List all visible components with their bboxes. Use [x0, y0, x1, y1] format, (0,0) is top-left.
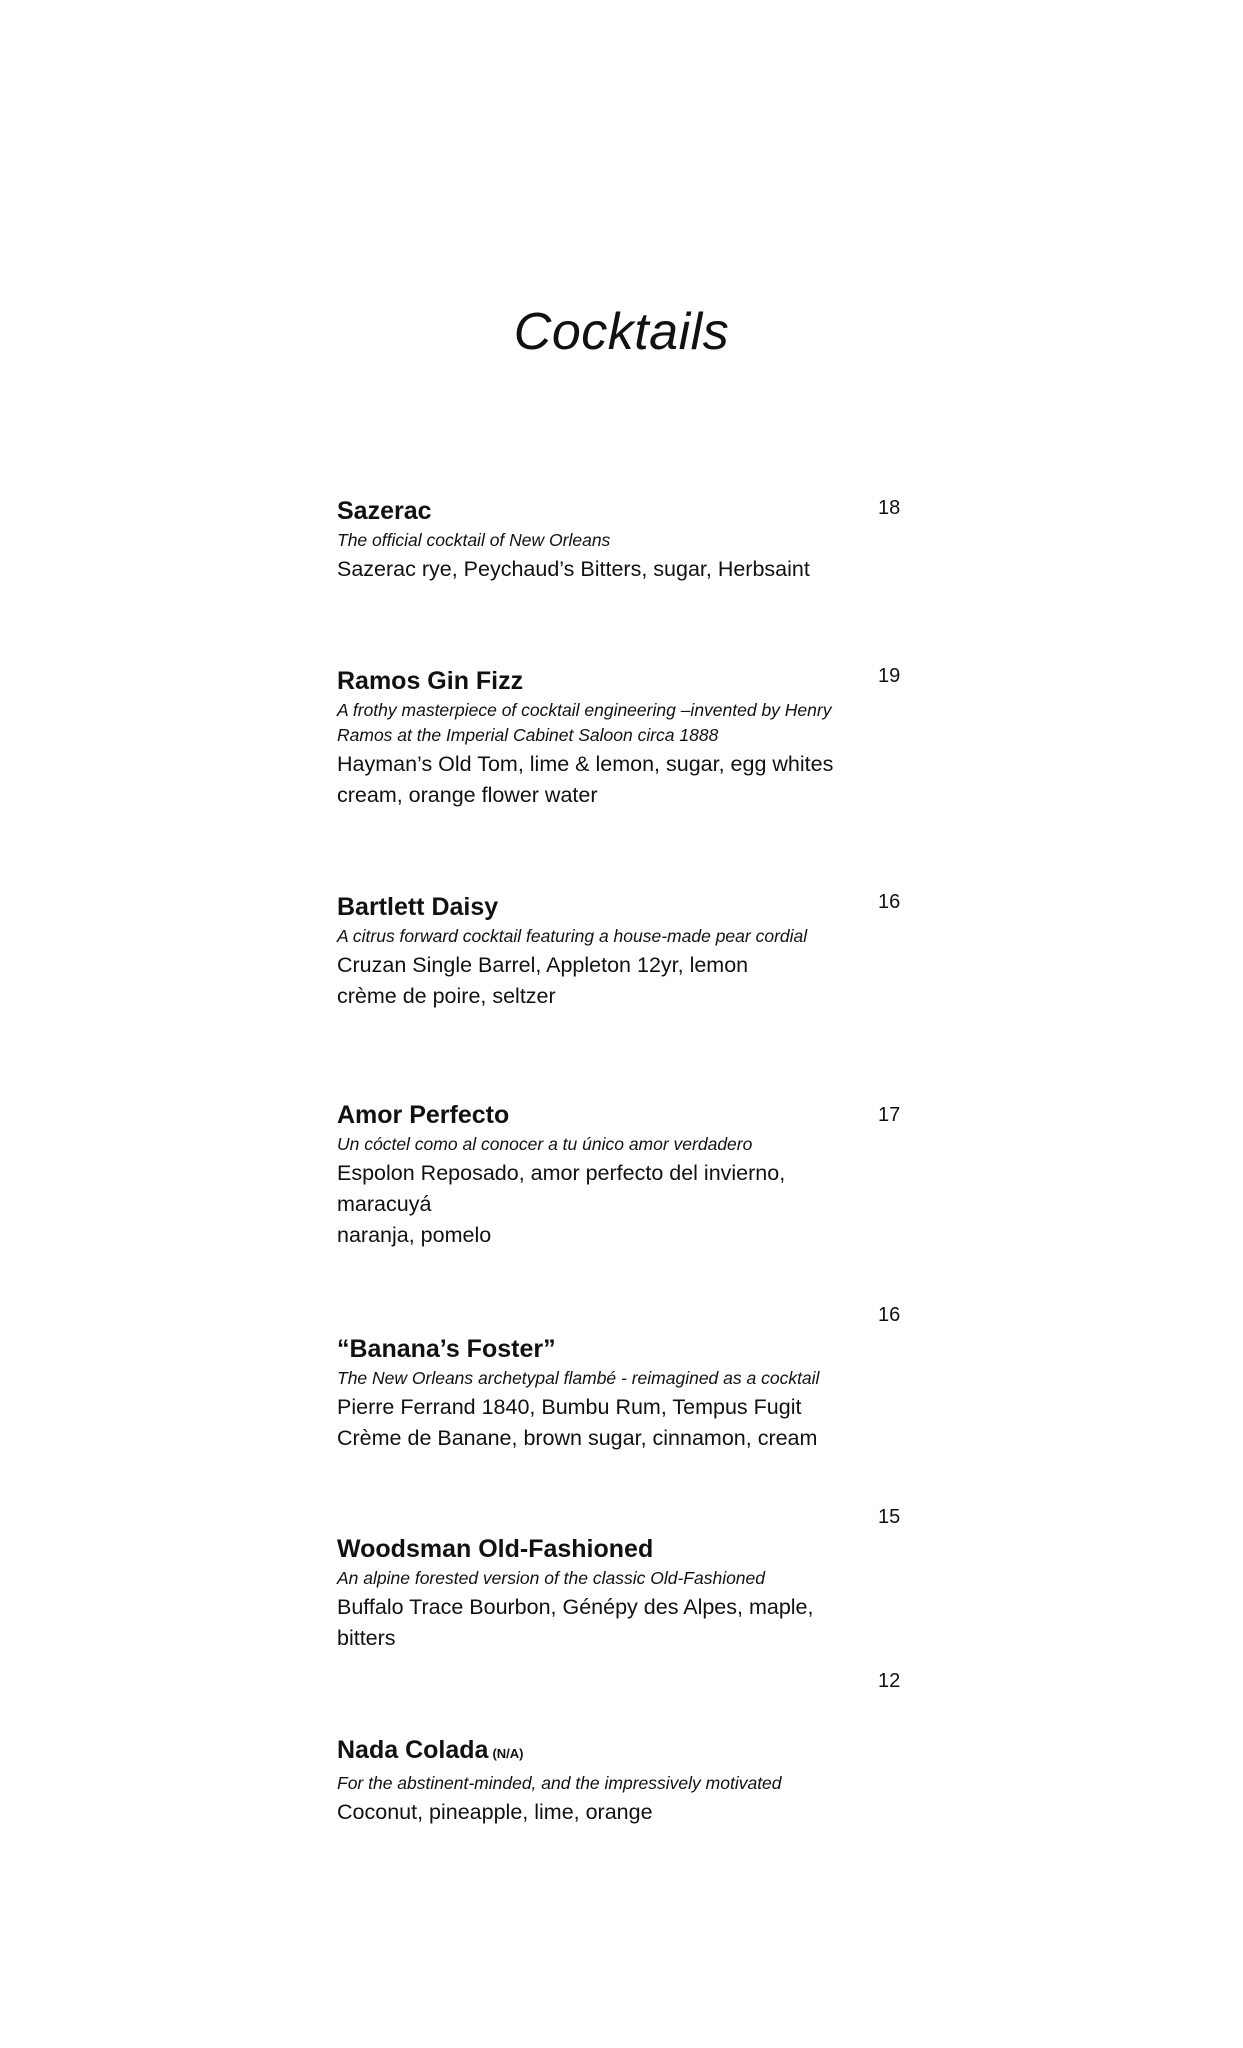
non-alcoholic-note: (N/A) — [492, 1746, 524, 1761]
item-price: 19 — [878, 665, 901, 687]
item-price: 15 — [878, 1506, 901, 1528]
item-price: 12 — [878, 1670, 901, 1692]
item-ingredients: Espolon Reposado, amor perfecto del invierno, maracuyá — [337, 1161, 786, 1216]
item-name: Nada Colada — [337, 1736, 489, 1764]
menu-item-nada-colada — [337, 1734, 867, 1828]
item-price: 17 — [878, 1104, 901, 1126]
item-ingredients: Cruzan Single Barrel, Appleton 12yr, lemon — [337, 953, 749, 977]
item-name-line — [337, 1734, 867, 1770]
item-name: Woodsman Old-Fashioned — [337, 1535, 654, 1563]
item-price: 16 — [878, 891, 901, 913]
item-price: 16 — [878, 1304, 901, 1326]
item-ingredients: Crème de Banane, brown sugar, cinnamon, cream — [337, 1426, 818, 1450]
menu-item-ramos-gin-fizz — [337, 665, 867, 811]
item-name: Bartlett Daisy — [337, 893, 499, 921]
menu-item-bartlett-daisy — [337, 891, 867, 1012]
menu-item-sazerac — [337, 495, 867, 585]
item-ingredients: Hayman’s Old Tom, lime & lemon, sugar, egg whites — [337, 752, 834, 776]
item-description: Un cóctel como al conocer a tu único amor verdadero — [337, 1134, 753, 1154]
item-name: Amor Perfecto — [337, 1101, 510, 1129]
item-ingredients: Coconut, pineapple, lime, orange — [337, 1800, 653, 1824]
item-description: The New Orleans archetypal flambé - reimagined as a cocktail — [337, 1368, 820, 1388]
item-price: 18 — [878, 497, 901, 519]
item-ingredients: cream, orange flower water — [337, 783, 598, 807]
item-ingredients: crème de poire, seltzer — [337, 984, 556, 1008]
item-ingredients: Buffalo Trace Bourbon, Génépy des Alpes, maple, bitters — [337, 1595, 814, 1650]
item-ingredients: naranja, pomelo — [337, 1223, 492, 1247]
item-description: An alpine forested version of the classic Old-Fashioned — [337, 1568, 766, 1588]
item-description: The official cocktail of New Orleans — [337, 530, 611, 550]
item-name: Sazerac — [337, 497, 432, 525]
item-ingredients: Pierre Ferrand 1840, Bumbu Rum, Tempus Fugit — [337, 1395, 802, 1419]
item-description: A frothy masterpiece of cocktail engineering –invented by Henry Ramos at the Imperial Cabinet Saloon circa 1888 — [337, 700, 832, 745]
menu-item-woodsman-old-fashioned — [337, 1533, 867, 1654]
item-description: For the abstinent-minded, and the impressively motivated — [337, 1773, 782, 1793]
item-description: A citrus forward cocktail featuring a house-made pear cordial — [337, 926, 808, 946]
item-name: Ramos Gin Fizz — [337, 667, 524, 695]
item-name: “Banana’s Foster” — [337, 1335, 556, 1363]
page-title: Cocktails — [513, 303, 730, 361]
menu-item-amor-perfecto — [337, 1099, 867, 1251]
item-ingredients: Sazerac rye, Peychaud’s Bitters, sugar, Herbsaint — [337, 557, 810, 581]
menu-item-bananas-foster — [337, 1333, 867, 1454]
